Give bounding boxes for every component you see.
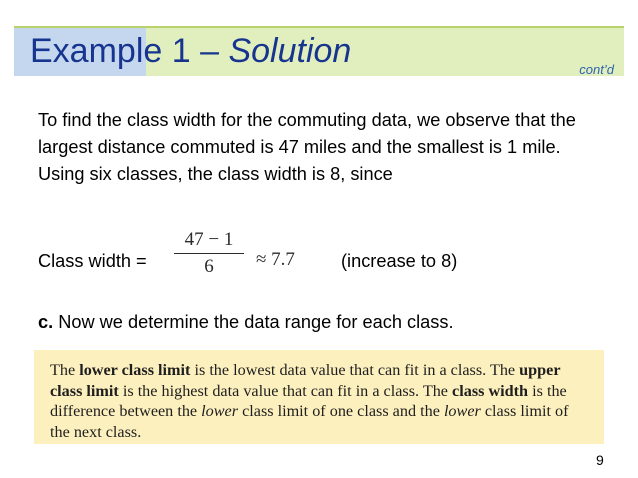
def-text-2: is the lowest data value that can fit in a class. The <box>190 361 520 379</box>
def-text-4: is the difference between the <box>50 381 567 420</box>
approx-value: ≈ 7.7 <box>256 249 295 270</box>
class-width-label: Class width = <box>38 251 147 271</box>
def-text-3: is the highest data value that can fit in a class. The <box>118 381 453 400</box>
fraction-numerator: 47 − 1 <box>184 229 234 250</box>
def-text-6: class limit of the next class. <box>50 402 569 441</box>
def-emphasis-lower-1: lower <box>201 402 239 420</box>
term-class-width: class width <box>452 381 529 400</box>
continued-label: cont’d <box>579 62 614 77</box>
def-emphasis-lower-2: lower <box>443 402 481 420</box>
part-c-label: c. <box>38 312 54 332</box>
title-main-text: Example 1 – <box>30 32 229 70</box>
term-lower-class-limit: lower class limit <box>79 361 191 379</box>
def-text-1: The <box>50 361 80 379</box>
title-rule <box>14 26 624 28</box>
def-text-5: class limit of one class and the <box>238 402 444 420</box>
title-italic-text: Solution <box>228 32 352 70</box>
part-c-statement <box>38 312 454 333</box>
fraction-bar <box>174 253 244 254</box>
fraction-denominator: 6 <box>204 256 214 277</box>
page-number: 9 <box>596 452 604 468</box>
increase-note: (increase to 8) <box>341 251 458 271</box>
term-upper-class-limit: upper class limit <box>50 361 561 400</box>
slide-title <box>30 31 351 71</box>
part-c-text: Now we determine the data range for each class. <box>53 312 454 332</box>
intro-paragraph: To find the class width for the commuting data, we observe that the largest distance commuted is 47 miles and the smallest is 1 mile. Using six classes, the class width is 8, since <box>38 110 576 184</box>
definition-text <box>50 360 590 442</box>
class-width-fraction <box>174 229 244 278</box>
